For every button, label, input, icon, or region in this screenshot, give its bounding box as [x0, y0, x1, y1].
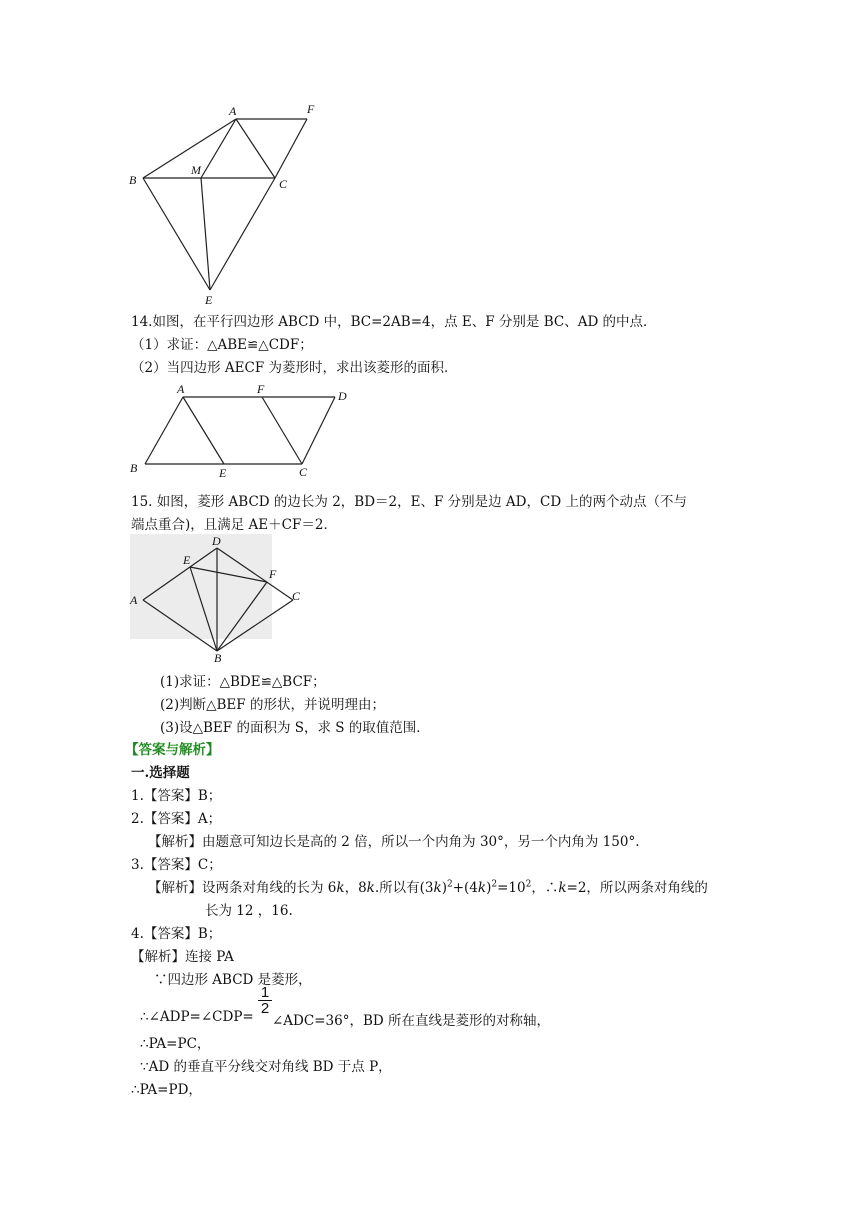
answer-4-explanation: 【解析】连接 PA: [131, 949, 234, 965]
label-F: F: [307, 102, 315, 116]
answer-1: 1.【答案】B；: [131, 788, 222, 804]
q14-part2: （2）当四边形 AECF 为菱形时，求出该菱形的面积．: [131, 360, 458, 376]
label-C: C: [279, 177, 288, 191]
q15-stem-line2: 端点重合)，且满足 AE＋CF＝2．: [131, 517, 337, 533]
answer-3-explanation-line2: 长为 12 ，16.: [205, 903, 293, 919]
label-B: B: [130, 461, 138, 475]
fraction-one-half: $\frac{1}{2}$: [258, 985, 272, 1016]
figure-rhombus-moving-points: [130, 534, 277, 665]
figure-parallelogram: [125, 380, 355, 480]
q15-part3: (3)设△BEF 的面积为 S，求 S 的取值范围．: [160, 720, 430, 736]
label-B: B: [214, 651, 222, 665]
section-title: 一.选择题: [131, 765, 190, 781]
label-D: D: [212, 534, 221, 548]
answer-4-line5: ∴PA=PD，: [131, 1082, 202, 1098]
figure-rhombus-equilateral: [125, 100, 325, 310]
label-A: A: [229, 104, 237, 118]
answer-4-line2-pre: ∴∠ADP=∠CDP=: [140, 1009, 254, 1025]
answer-3-explanation: 【解析】设两条对角线的长为 6k，8k.所以有$(3k)^2+(4k)^2=10^2$，∴k=2，所以两条对角线的: [148, 879, 708, 896]
label-F: F: [257, 382, 265, 396]
answer-4-line3: ∴PA=PC，: [140, 1036, 211, 1052]
q15-part1: (1)求证：△BDE≌△BCF；: [160, 674, 326, 690]
label-A: A: [130, 593, 138, 607]
label-F: F: [269, 567, 277, 581]
label-C: C: [299, 465, 308, 479]
label-D: D: [338, 389, 347, 403]
answer-2: 2.【答案】A；: [131, 811, 222, 827]
answer-4-line2-post: ∠ADC=36°，BD 所在直线是菱形的对称轴，: [272, 1013, 550, 1029]
label-A: A: [177, 382, 185, 396]
label-E: E: [183, 553, 191, 567]
answer-4-line1: ∵四边形 ABCD 是菱形，: [154, 972, 312, 988]
q14-stem: 14.如图，在平行四边形 ABCD 中，BC=2AB=4，点 E、F 分别是 BC、AD 的中点．: [131, 314, 657, 330]
label-E: E: [219, 466, 227, 480]
answer-4-line4: ∵AD 的垂直平分线交对角线 BD 于点 P，: [140, 1059, 392, 1075]
q15-part2: (2)判断△BEF 的形状，并说明理由；: [160, 697, 385, 713]
q14-part1: （1）求证：△ABE≌△CDF；: [131, 337, 313, 353]
q15-stem-line1: 15. 如图，菱形 ABCD 的边长为 2，BD＝2，E、F 分别是边 AD，CD 上的两个动点（不与: [131, 494, 687, 510]
answer-4: 4.【答案】B；: [131, 926, 222, 942]
label-M: M: [191, 163, 201, 177]
answer-2-explanation: 【解析】由题意可知边长是高的 2 倍，所以一个内角为 30°，另一个内角为 150°.: [148, 834, 640, 850]
label-E: E: [205, 293, 213, 307]
label-B: B: [129, 173, 137, 187]
answers-heading: 【答案与解析】: [125, 742, 220, 758]
answer-3: 3.【答案】C；: [131, 857, 222, 873]
label-C-outside: C: [292, 589, 301, 603]
